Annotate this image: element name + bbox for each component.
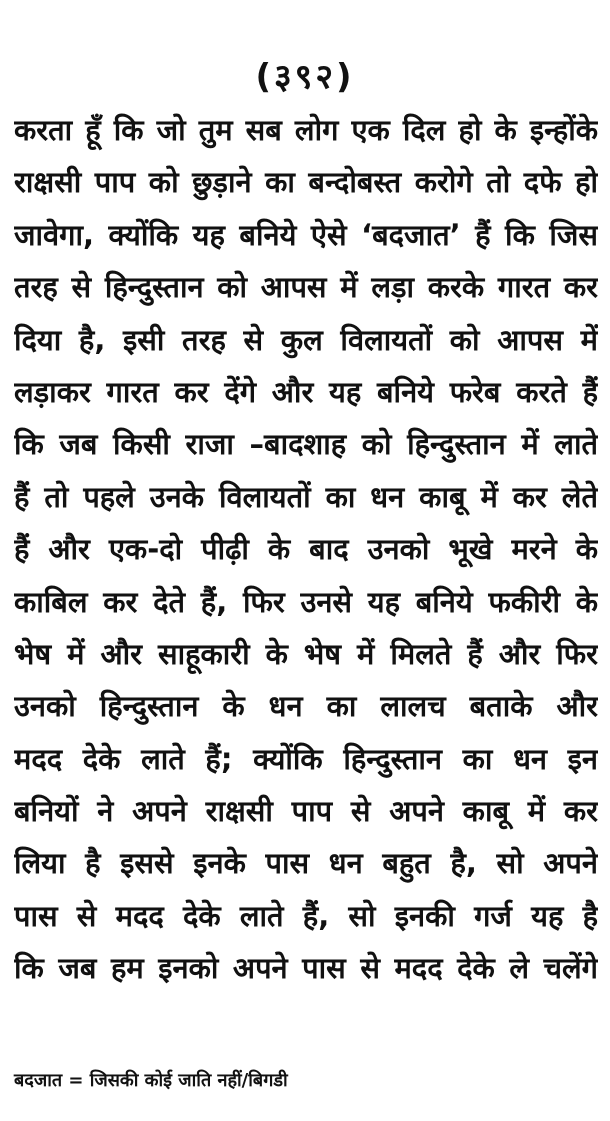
text-line: तरह से हिन्दुस्तान को आपस में लड़ा करके गारत कर	[14, 270, 598, 305]
text-line: बनियों ने अपने राक्षसी पाप से अपने काबू में कर	[14, 794, 598, 829]
text-line: कि जब किसी राजा –बादशाह को हिन्दुस्तान में लाते	[14, 427, 598, 462]
text-line: लिया है इससे इनके पास धन बहुत है, सो अपने	[14, 846, 598, 881]
text-line: पास से मदद देके लाते हैं, सो इनकी गर्ज यह है	[14, 898, 598, 933]
text-line: हैं और एक-दो पीढ़ी के बाद उनको भूखे मरने के	[14, 532, 598, 567]
text-line: हैं तो पहले उनके विलायतों का धन काबू में कर लेते	[14, 479, 598, 514]
text-line: राक्षसी पाप को छुड़ाने का बन्दोबस्त करोगे तो दफे हो	[14, 165, 598, 200]
body-text	[14, 104, 598, 995]
text-line: करता हूँ कि जो तुम सब लोग एक दिल हो के इन्होंके	[14, 113, 598, 147]
footnote: बदजात = जिसकी कोई जाति नहीं/बिगडी	[14, 1070, 288, 1091]
text-line: काबिल कर देते हैं, फिर उनसे यह बनिये फकीरी के	[14, 584, 598, 619]
text-line: भेष में और साहूकारी के भेष में मिलते हैं और फिर	[14, 636, 598, 671]
text-line: लड़ाकर गारत कर देंगे और यह बनिये फरेब करते हैं	[14, 374, 598, 409]
text-line: मदद देके लाते हैं; क्योंकि हिन्दुस्तान का धन इन	[14, 741, 598, 776]
text-line: जावेगा, क्योंकि यह बनिये ऐसे ‘बदजात’ हैं कि जिस	[14, 217, 598, 252]
page-number: (३९२)	[255, 57, 355, 97]
text-line: उनको हिन्दुस्तान के धन का लालच बताके और	[14, 689, 598, 724]
text-line: कि जब हम इनको अपने पास से मदद देके ले चलेंगे	[14, 951, 598, 986]
text-line: दिया है, इसी तरह से कुल विलायतों को आपस में	[14, 322, 598, 357]
